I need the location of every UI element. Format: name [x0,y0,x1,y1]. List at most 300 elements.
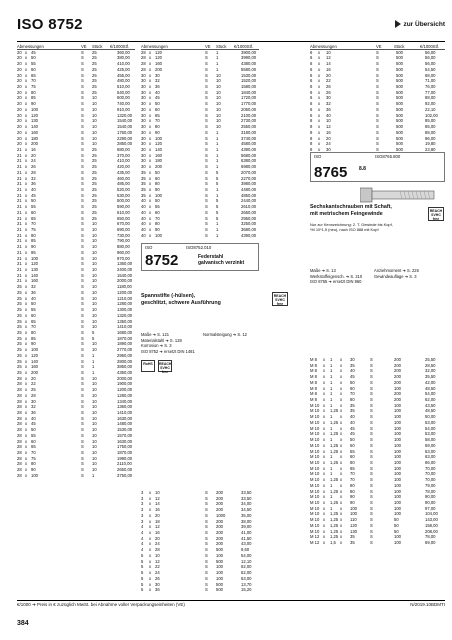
table-cell: S [205,507,208,513]
table-cell: 140 [155,146,162,152]
table-cell: x [149,198,152,204]
table-cell: 20 [17,106,22,112]
table-cell: 20 [326,135,331,141]
table-cell: S [205,215,208,221]
table-cell: 500 [396,89,403,95]
table-cell: S [81,461,84,467]
table-cell: 71,00 [425,78,436,84]
table-cell: 25 [17,301,22,307]
table-cell: 1720,00 [241,95,257,101]
ref-iso[interactable]: ISO 8752 ➔ ersetzt DIN 1481 [141,348,195,354]
table-cell: 1 [216,192,219,198]
table-cell: x [149,118,152,124]
table-cell: 10 [92,106,97,112]
ref-material[interactable]: Materialstahl ➔ S. 128 [141,337,182,343]
table-cell: 1,25 [330,528,339,534]
table-cell: S [81,164,84,170]
table-cell: x [25,278,28,284]
overview-link[interactable] [395,20,445,28]
table-cell: 90 [155,186,160,192]
table-cell: 28 [17,404,22,410]
table-cell: 25 [17,347,22,353]
table-cell: 500 [216,587,223,593]
table-cell: 500 [216,558,223,564]
table-cell: 13,70 [241,581,252,587]
table-cell: M 8 [310,362,317,368]
table-cell: 425,00 [117,66,130,72]
table-cell: 1 [330,357,333,362]
table-cell: 25 [92,209,97,215]
table-cell: 41,00 [241,530,252,536]
ref2-anzieh[interactable]: Anziehmoment ➔ S. 226 [374,268,419,273]
table-cell: S [81,467,84,473]
table-cell: S [205,101,208,107]
table-cell: 55 [31,432,36,438]
table-cell: 1 [216,186,219,192]
table-cell: 10 [92,289,97,295]
table-cell: 1 [216,129,219,135]
table-cell: x [25,272,28,278]
table-cell: 1,25 [330,442,339,448]
table-cell: 1 [330,471,333,477]
table-cell: x [25,398,28,404]
table-cell: S [205,490,208,495]
table-cell: 10 [92,301,97,307]
table-cell: S [370,374,373,380]
table-cell: 80 [155,124,160,130]
table-cell: S [81,124,84,130]
table-cell: x [149,518,152,524]
table-cell: 10 [92,129,97,135]
table-cell: 28 [17,415,22,421]
table-cell: 28 [17,455,22,461]
table-cell: 100 [394,448,401,454]
table-cell: 500,00 [117,198,130,204]
table-cell: 33,50 [241,490,252,495]
table-cell: 6980,00 [241,164,257,170]
table-cell: 1 [216,66,219,72]
table-cell: 1210,00 [117,295,133,301]
table-cell: 5 [141,564,144,570]
table-cell: 30 [141,141,146,147]
table-cell: x [25,335,28,341]
table-cell: x [149,209,152,215]
ref2-werkstoff[interactable]: Werkstoffeigensch. ➔ S. 210 [310,273,363,279]
table-cell: 2070,00 [241,169,257,175]
table-cell: x [323,368,326,374]
table-cell: 25 [17,289,22,295]
table-cell: x [340,419,343,425]
table-cell: M 10 [310,505,320,511]
table-cell: 200 [216,507,223,513]
table-cell: 60 [155,175,160,181]
table-cell: 1,5 [330,540,336,545]
table-cell: x [149,192,152,198]
table-cell: x [318,95,321,101]
table-cell: S [370,454,373,460]
table-cell: x [318,78,321,84]
table-cell: 200 [216,524,223,530]
table-cell: 10 [92,278,97,284]
table-cell: x [340,459,343,465]
table-cell: S [81,455,84,461]
table-cell: 6 [310,72,313,78]
table-col-b [141,44,259,238]
table-cell: S [81,450,84,456]
table-cell: 1530,00 [117,427,133,433]
table-cell: x [323,442,326,448]
table-cell: 100 [394,482,401,488]
table-cell: 1 [216,152,219,158]
table-cell: 3900,00 [241,49,257,55]
table-cell: x [25,227,28,232]
table-cell: 120 [155,141,162,147]
table-cell: S [81,232,84,238]
table-cell: 12 [155,524,160,530]
table-cell: S [205,530,208,536]
table-cell: 1 [216,164,219,170]
table-cell: 30 [326,146,331,152]
table-cell: S [376,89,379,95]
table-cell: 1,25 [330,534,339,540]
table-cell: S [205,512,208,518]
table-cell: 200 [155,66,162,72]
table-cell: 34,50 [241,507,252,513]
table-cell: 10 [326,118,331,124]
table-cell: 35,50 [425,374,436,380]
table-cell: 28 [17,432,22,438]
table-cell: 10 [92,249,97,255]
table-cell: 28 [17,472,22,478]
table-cell: 20 [17,84,22,90]
table-cell: 65 [31,444,36,450]
table-cell: 1,25 [330,448,339,454]
table-cell: x [149,564,152,570]
table-cell: 65 [155,112,160,118]
table-cell: 120 [31,352,38,358]
table-cell: 70 [31,78,36,84]
table-cell: 485,00 [117,181,130,187]
table-cell: S [81,238,84,244]
table-cell: 21 [17,175,22,181]
table-cell: S [81,261,84,267]
table-cell: x [149,84,152,90]
table-cell: 50 [31,55,36,61]
table-cell: 100 [31,255,38,261]
table-cell: 10 [92,118,97,124]
table-cell: 9,60 [241,547,250,553]
table-cell: 21 [17,198,22,204]
table-cell: S [376,55,379,61]
table-cell: 10 [92,318,97,324]
table-cell: S [81,347,84,353]
table-cell: S [81,358,84,364]
table-cell: S [370,459,373,465]
table-cell: 4390,00 [241,232,257,238]
table-cell: 102,00 [425,112,438,118]
table-cell: 10 [92,261,97,267]
table-cell: 30 [141,124,146,130]
table-cell: 160 [31,364,38,370]
reach-badge-2: REACH SVHC free [159,362,172,374]
table-cell: 6 [310,89,313,95]
table-cell: 5 [216,215,219,221]
table-cell: M 10 [310,471,320,477]
table-cell: x [25,66,28,72]
product-material [198,254,244,266]
table-cell: 100 [394,540,401,545]
table-cell: 910,00 [117,106,130,112]
table-cell: 25 [17,324,22,330]
table-cell: 1 [330,414,333,420]
table-cell: 28 [141,61,146,67]
table-cell: x [340,499,343,505]
table-cell: 28 [17,410,22,415]
table-cell: 143,00 [425,517,438,523]
table-cell: M 8 [310,397,317,403]
table-cell: 35 [350,362,355,368]
col-header-price: €/1000Stf. [420,44,440,49]
table-cell: S [370,499,373,505]
table-cell: 66,00 [425,459,436,465]
table-cell: 90,00 [425,494,436,500]
table-cell: 520,00 [117,186,130,192]
table-cell: 1 [330,362,333,368]
table-cell: 28 [17,387,22,393]
table-cell: 25 [92,49,97,55]
table-cell: 23,80 [425,146,436,152]
ref-masse[interactable]: Maße ➔ S. 121 [141,332,170,337]
table-cell: x [149,135,152,141]
table-cell: M 10 [310,448,320,454]
table-cell: x [25,135,28,141]
table-cell: 90 [350,499,355,505]
table-cell: 1410,00 [117,410,133,415]
table-cell: 120 [350,522,357,528]
table-cell: 30 [141,95,146,101]
table-cell: 10 [92,255,97,261]
table-cell: 16 [31,146,36,152]
table-cell: x [323,511,326,517]
table-cell: M 10 [310,425,320,431]
table-cell: S [376,146,379,152]
table-cell: x [340,522,343,528]
table-cell: x [323,437,326,443]
table-cell: 55 [155,204,160,210]
table-cell: 90 [155,227,160,232]
table-cell: 590,00 [117,204,130,210]
table-cell: 40 [31,415,36,421]
table-cell: 6 [310,49,313,55]
table-cell: 8 [310,124,313,130]
table-cell: S [81,158,84,164]
table-cell: S [370,494,373,500]
table-cell: x [323,522,326,528]
table-cell: x [25,181,28,187]
table-cell: 70 [155,118,160,124]
ref2-masse[interactable]: Maße ➔ S. 13 [310,268,336,273]
ref-normal[interactable]: Normalsteigung ➔ S. 12 [203,332,247,337]
table-cell: x [149,530,152,536]
table-cell: x [340,442,343,448]
table-cell: 20 [17,129,22,135]
table-cell: 2800,00 [117,358,133,364]
table-cell: S [370,482,373,488]
table-cell: 1540,00 [117,272,133,278]
col-header-ve: VE [376,44,382,49]
table-cell: 10 [92,95,97,101]
table-cell: 1 [216,135,219,141]
table-cell: S [81,152,84,158]
table-cell: 30 [141,164,146,170]
table-cell: 32 [31,404,36,410]
table-cell: 10 [92,415,97,421]
table-cell: 500 [396,141,403,147]
table-cell: 10 [92,221,97,227]
table-cell: 21 [17,215,22,221]
table-cell: M 10 [310,477,320,483]
table-cell: S [376,49,379,55]
table-cell: 10 [92,410,97,415]
table-cell: 30 [155,581,160,587]
table-cell: x [323,471,326,477]
table-cell: x [340,505,343,511]
ref-korrosion[interactable]: Korrosion ➔ S. 3 [141,343,172,349]
table-cell: x [25,244,28,250]
table-cell: 78,00 [425,488,436,494]
table-cell: x [323,477,326,483]
table-cell: 35 [141,169,146,175]
col-header-price: €/1000Stf. [234,44,254,49]
table-cell: 100 [394,437,401,443]
table-cell: 2290,00 [117,135,133,141]
table-cell: 24 [155,541,160,547]
table-cell: S [370,488,373,494]
table-cell: 34,00 [241,501,252,507]
table-cell: 88,00 [425,95,436,101]
table-cell: x [25,364,28,370]
table-cell: 1280,00 [117,301,133,307]
table-cell: 160 [155,152,162,158]
table-cell: 14 [326,61,331,67]
table-cell: S [205,501,208,507]
table-cell: 25 [92,84,97,90]
table-cell: 12 [155,495,160,501]
table-cell: 62,00 [425,397,436,403]
table-cell: 1350,00 [117,318,133,324]
table-cell: 21 [17,186,22,192]
table-cell: x [25,49,28,55]
table-cell: 20 [155,535,160,541]
table-cell: x [323,391,326,397]
table-cell: 2650,00 [117,467,133,473]
table-cell: x [25,427,28,433]
table-cell: x [318,84,321,90]
table-cell: 80 [350,397,355,403]
table-cell: S [205,66,208,72]
table-cell: x [149,186,152,192]
table-cell: 5 [216,204,219,210]
table-cell: S [205,564,208,570]
table-cell: 10 [92,244,97,250]
table-cell: 56,00 [425,61,436,67]
table-cell: 50 [350,379,355,385]
table-cell: S [376,66,379,72]
table-cell: x [25,404,28,410]
table-cell: x [149,221,152,227]
table-cell: 50 [31,427,36,433]
table-cell: 80 [155,221,160,227]
table-cell: 21 [17,244,22,250]
table-cell: S [370,431,373,437]
table-cell: x [25,375,28,381]
table-cell: x [323,408,326,414]
table-cell: 60 [155,106,160,112]
table-cell: M 8 [310,379,317,385]
table-cell: 100 [394,534,401,540]
table-cell: M 10 [310,454,320,460]
table-cell: 1320,00 [117,112,133,118]
table-cell: 53,00 [425,419,436,425]
table-cell: 200 [394,368,401,374]
table-cell: S [205,61,208,67]
table-cell: 2770,00 [117,347,133,353]
table-cell: 2950,00 [241,215,257,221]
table-cell: 10 [92,398,97,404]
table-cell: 500 [396,129,403,135]
table-cell: 100 [394,511,401,517]
ref2-gewinde[interactable]: Gewindeauflage ➔ S. 3 [374,273,417,279]
col-header-stk: Stück [92,44,103,49]
table-cell: x [340,454,343,460]
table-cell: 10 [92,272,97,278]
table-cell: 25 [92,169,97,175]
table-cell: 1 [216,141,219,147]
table-cell: S [81,432,84,438]
table-cell: x [323,494,326,500]
table-cell: 4480,00 [241,186,257,192]
table-cell: x [323,419,326,425]
table-cell: x [323,488,326,494]
table-cell: 36 [31,181,36,187]
table-cell: 97,00 [425,505,436,511]
table-cell: 3 [141,518,144,524]
table-cell: 63,00 [241,575,252,581]
table-cell: S [81,95,84,101]
ref2-iso[interactable]: ISO 8765 ➔ ersetzt DIN 960 [310,279,362,285]
table-cell: S [81,387,84,393]
bolt-illustration [360,186,438,204]
table-cell: x [323,414,326,420]
table-cell: 100 [394,419,401,425]
table-cell: S [205,186,208,192]
table-cell: 90 [31,341,36,347]
table-cell: S [376,101,379,107]
table-cell: 4380,00 [241,61,257,67]
table-cell: x [25,307,28,313]
table-cell: 2000,00 [117,375,133,381]
table-cell: 25 [17,358,22,364]
table-cell: 70 [155,215,160,221]
table-cell: 28 [17,398,22,404]
table-cell: 10 [92,387,97,393]
table-cell: 18 [155,518,160,524]
table-cell: M 10 [310,419,320,425]
table-cell: x [340,425,343,431]
page-footer [17,600,445,608]
table-cell: x [149,72,152,78]
table-cell: 33,50 [241,495,252,501]
